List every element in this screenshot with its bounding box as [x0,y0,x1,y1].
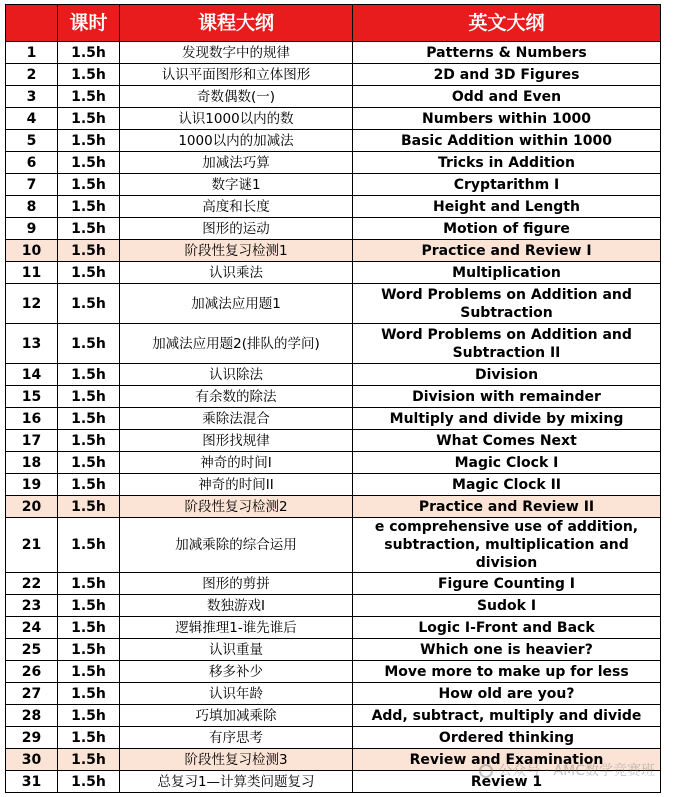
row-english-title: Numbers within 1000 [353,108,661,130]
row-number: 21 [6,518,58,573]
row-english-title: Patterns & Numbers [353,42,661,64]
table-row [6,108,661,130]
row-chinese-title: 数独游戏I [120,595,353,617]
row-number: 23 [6,595,58,617]
row-english-title: Practice and Review II [353,496,661,518]
row-english-title: Sudok I [353,595,661,617]
row-chinese-title: 加减法巧算 [120,152,353,174]
row-number: 5 [6,130,58,152]
row-hours: 1.5h [58,430,120,452]
row-chinese-title: 神奇的时间II [120,474,353,496]
row-chinese-title: 加减法应用题2(排队的学问) [120,324,353,364]
row-number: 15 [6,386,58,408]
row-hours: 1.5h [58,364,120,386]
table-row [6,496,661,518]
table-row [6,727,661,749]
table-row [6,595,661,617]
row-number: 13 [6,324,58,364]
row-chinese-title: 加减乘除的综合运用 [120,518,353,573]
row-number: 25 [6,639,58,661]
row-chinese-title: 认识乘法 [120,262,353,284]
row-english-title: Move more to make up for less [353,661,661,683]
table-row [6,284,661,324]
row-chinese-title: 认识重量 [120,639,353,661]
row-english-title: Word Problems on Addition and Subtraction [353,284,661,324]
row-chinese-title: 认识1000以内的数 [120,108,353,130]
row-hours: 1.5h [58,749,120,771]
row-number: 27 [6,683,58,705]
row-number: 26 [6,661,58,683]
row-hours: 1.5h [58,152,120,174]
row-hours: 1.5h [58,240,120,262]
row-english-title: Multiplication [353,262,661,284]
table-row [6,683,661,705]
row-english-title: Ordered thinking [353,727,661,749]
row-hours: 1.5h [58,452,120,474]
row-hours: 1.5h [58,130,120,152]
row-chinese-title: 阶段性复习检测3 [120,749,353,771]
row-english-title: Word Problems on Addition and Subtraction II [353,324,661,364]
row-english-title: Review 1 [353,771,661,793]
row-chinese-title: 有余数的除法 [120,386,353,408]
row-chinese-title: 认识平面图形和立体图形 [120,64,353,86]
row-number: 3 [6,86,58,108]
row-number: 4 [6,108,58,130]
row-hours: 1.5h [58,771,120,793]
row-number: 10 [6,240,58,262]
header-number [6,5,58,42]
row-number: 12 [6,284,58,324]
row-number: 19 [6,474,58,496]
table-row [6,86,661,108]
row-number: 28 [6,705,58,727]
watermark [479,760,655,780]
row-english-title: Magic Clock II [353,474,661,496]
table-row [6,218,661,240]
row-chinese-title: 总复习1—计算类问题复习 [120,771,353,793]
row-hours: 1.5h [58,518,120,573]
row-english-title: Logic I-Front and Back [353,617,661,639]
row-english-title: Practice and Review I [353,240,661,262]
row-hours: 1.5h [58,324,120,364]
row-chinese-title: 乘除法混合 [120,408,353,430]
row-hours: 1.5h [58,595,120,617]
row-number: 9 [6,218,58,240]
table-row [6,174,661,196]
row-chinese-title: 图形的剪拼 [120,573,353,595]
row-english-title: Magic Clock I [353,452,661,474]
row-chinese-title: 巧填加减乘除 [120,705,353,727]
row-number: 20 [6,496,58,518]
row-chinese-title: 奇数偶数(一) [120,86,353,108]
row-english-title: 2D and 3D Figures [353,64,661,86]
row-english-title: Division with remainder [353,386,661,408]
row-number: 17 [6,430,58,452]
table-row [6,130,661,152]
row-english-title: Add, subtract, multiply and divide [353,705,661,727]
row-number: 24 [6,617,58,639]
header-hours: 课时 [58,5,120,42]
table-row [6,64,661,86]
table-row [6,42,661,64]
row-hours: 1.5h [58,64,120,86]
table-row [6,430,661,452]
row-number: 1 [6,42,58,64]
header-row [6,5,661,42]
row-number: 11 [6,262,58,284]
row-hours: 1.5h [58,408,120,430]
syllabus-table [5,4,661,793]
row-chinese-title: 神奇的时间I [120,452,353,474]
row-chinese-title: 认识除法 [120,364,353,386]
row-chinese-title: 图形找规律 [120,430,353,452]
header-chinese-outline: 课程大纲 [120,5,353,42]
row-chinese-title: 有序思考 [120,727,353,749]
row-english-title: How old are you? [353,683,661,705]
row-english-title: Height and Length [353,196,661,218]
table-row [6,364,661,386]
table-row [6,408,661,430]
row-hours: 1.5h [58,284,120,324]
row-chinese-title: 图形的运动 [120,218,353,240]
row-chinese-title: 阶段性复习检测1 [120,240,353,262]
row-hours: 1.5h [58,474,120,496]
row-number: 16 [6,408,58,430]
header-english-outline: 英文大纲 [353,5,661,42]
row-hours: 1.5h [58,573,120,595]
row-hours: 1.5h [58,617,120,639]
row-english-title: Odd and Even [353,86,661,108]
row-number: 30 [6,749,58,771]
row-hours: 1.5h [58,496,120,518]
table-row [6,474,661,496]
table-row [6,705,661,727]
row-number: 31 [6,771,58,793]
row-hours: 1.5h [58,174,120,196]
row-hours: 1.5h [58,196,120,218]
row-hours: 1.5h [58,683,120,705]
row-hours: 1.5h [58,218,120,240]
table-row [6,573,661,595]
row-chinese-title: 数字谜1 [120,174,353,196]
table-row [6,386,661,408]
row-chinese-title: 认识年龄 [120,683,353,705]
row-english-title: Cryptarithm I [353,174,661,196]
watermark-text: 公众号 · AMC数学竞赛班 [498,763,655,779]
row-chinese-title: 移多补少 [120,661,353,683]
table-row [6,452,661,474]
row-chinese-title: 逻辑推理1-谁先谁后 [120,617,353,639]
row-number: 22 [6,573,58,595]
row-english-title: Basic Addition within 1000 [353,130,661,152]
wechat-icon [479,764,493,778]
row-hours: 1.5h [58,42,120,64]
table-row [6,617,661,639]
row-number: 8 [6,196,58,218]
row-english-title: Figure Counting I [353,573,661,595]
row-english-title: e comprehensive use of addition, subtraction, multiplication and division [353,518,661,573]
row-hours: 1.5h [58,108,120,130]
row-english-title: What Comes Next [353,430,661,452]
row-hours: 1.5h [58,705,120,727]
row-chinese-title: 1000以内的加减法 [120,130,353,152]
row-english-title: Multiply and divide by mixing [353,408,661,430]
row-chinese-title: 加减法应用题1 [120,284,353,324]
row-hours: 1.5h [58,262,120,284]
row-number: 7 [6,174,58,196]
table-row [6,324,661,364]
row-english-title: Division [353,364,661,386]
row-hours: 1.5h [58,639,120,661]
row-number: 29 [6,727,58,749]
table-row [6,661,661,683]
row-number: 6 [6,152,58,174]
row-number: 18 [6,452,58,474]
row-hours: 1.5h [58,86,120,108]
row-chinese-title: 高度和长度 [120,196,353,218]
row-number: 2 [6,64,58,86]
row-hours: 1.5h [58,386,120,408]
row-english-title: Motion of figure [353,218,661,240]
table-row [6,240,661,262]
table-row [6,639,661,661]
row-chinese-title: 发现数字中的规律 [120,42,353,64]
row-english-title: Which one is heavier? [353,639,661,661]
row-chinese-title: 阶段性复习检测2 [120,496,353,518]
row-number: 14 [6,364,58,386]
row-hours: 1.5h [58,727,120,749]
table-row [6,262,661,284]
row-english-title: Review and Examination [353,749,661,771]
table-row [6,196,661,218]
row-hours: 1.5h [58,661,120,683]
row-english-title: Tricks in Addition [353,152,661,174]
table-row [6,152,661,174]
table-row [6,518,661,573]
